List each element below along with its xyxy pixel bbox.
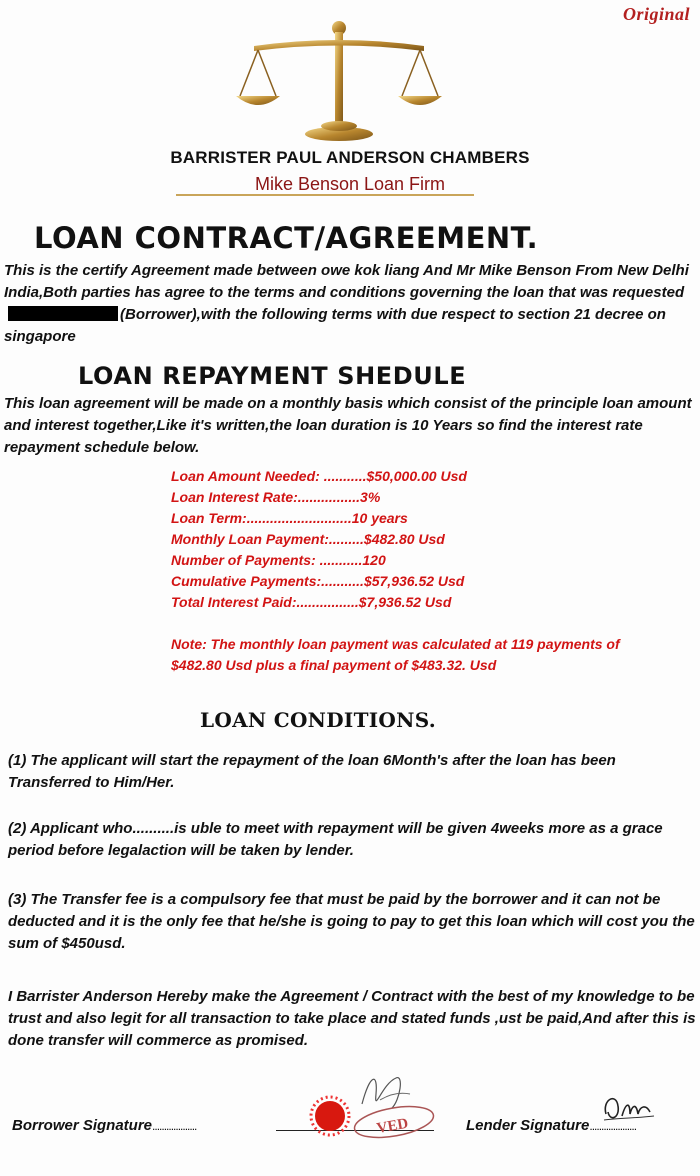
schedule-row xyxy=(171,592,467,613)
firm-divider xyxy=(176,194,474,196)
seal-text: VED xyxy=(375,1115,410,1137)
schedule-title: LOAN REPAYMENT SHEDULE xyxy=(78,362,467,390)
row-label: Monthly Loan Payment:......... xyxy=(171,531,364,547)
condition-item: (3) The Transfer fee is a compulsory fee that must be paid by the borrower and it can not be deducted and it is the only fee that he/she is going to pay to get this loan which will cost you the sum of $450usd. xyxy=(8,891,695,952)
payment-note: Note: The monthly loan payment was calculated at 119 payments of $482.80 Usd plus a final payment of $483.32. Usd xyxy=(171,636,620,673)
schedule-row xyxy=(171,571,467,592)
row-label: Total Interest Paid:................ xyxy=(171,594,359,610)
schedule-row xyxy=(171,550,467,571)
intro-paragraph xyxy=(4,260,698,348)
row-label: Loan Interest Rate:................ xyxy=(171,489,361,505)
document-title: LOAN CONTRACT/AGREEMENT. xyxy=(34,221,539,255)
lender-signature-label: Lender Signature xyxy=(466,1117,590,1134)
firm-name: Mike Benson Loan Firm xyxy=(254,174,446,194)
schedule-row xyxy=(171,466,467,487)
borrower-signature-dots: ................... xyxy=(152,1119,197,1133)
row-label: Number of Payments: ........... xyxy=(171,552,363,568)
original-stamp: Original xyxy=(622,4,690,24)
row-value: $482.80 Usd xyxy=(363,531,445,547)
schedule-row xyxy=(171,487,467,508)
scales-of-justice-icon xyxy=(234,18,444,148)
schedule-description: This loan agreement will be made on a monthly basis which consist of the principle loan amount and interest together,Like it's written,the loan duration is 10 Years so find the interest rate repayment schedule below. xyxy=(4,395,692,456)
row-value: $7,936.52 Usd xyxy=(358,594,452,610)
loan-schedule-table xyxy=(171,466,467,613)
row-label: Loan Amount Needed: ........... xyxy=(171,468,367,484)
row-value: 3% xyxy=(360,489,381,505)
chambers-heading: BARRISTER PAUL ANDERSON CHAMBERS xyxy=(170,148,530,167)
row-label: Loan Term:........................... xyxy=(171,510,352,526)
lender-signature-scribble xyxy=(598,1088,658,1128)
schedule-row xyxy=(171,508,467,529)
lender-signature-dots: .................... xyxy=(589,1119,637,1133)
redacted-name xyxy=(8,306,118,321)
conditions-title: LOAN CONDITIONS. xyxy=(200,708,437,732)
condition-item: (1) The applicant will start the repayment of the loan 6Month's after the loan has been Transferred to Him/Her. xyxy=(8,752,616,791)
schedule-row xyxy=(171,529,467,550)
intro-text-part2: (Borrower),with the following terms with due respect to section 21 decree on singapore xyxy=(4,306,666,345)
intro-text-part1: This is the certify Agreement made between owe kok liang And Mr Mike Benson From New Delhi India,Both parties has agree to the terms and conditions governing the loan that was requested xyxy=(4,262,689,301)
row-label: Cumulative Payments:........... xyxy=(171,573,364,589)
row-value: 120 xyxy=(362,552,386,568)
borrower-signature xyxy=(12,1117,196,1134)
row-value: $57,936.52 Usd xyxy=(363,573,465,589)
row-value: 10 years xyxy=(351,510,408,526)
condition-item: (2) Applicant who..........is uble to meet with repayment will be given 4weeks more as a grace period before legalaction will be taken by lender. xyxy=(8,820,663,859)
row-value: $50,000.00 Usd xyxy=(366,468,467,484)
approved-seal-icon xyxy=(300,1064,440,1144)
declaration-paragraph: I Barrister Anderson Hereby make the Agreement / Contract with the best of my knowledge to be trust and also legit for all transaction to take place and stated funds ,ust be paid,And after this is done transfer will commerce as promised. xyxy=(8,988,696,1049)
borrower-signature-label: Borrower Signature xyxy=(12,1117,153,1134)
